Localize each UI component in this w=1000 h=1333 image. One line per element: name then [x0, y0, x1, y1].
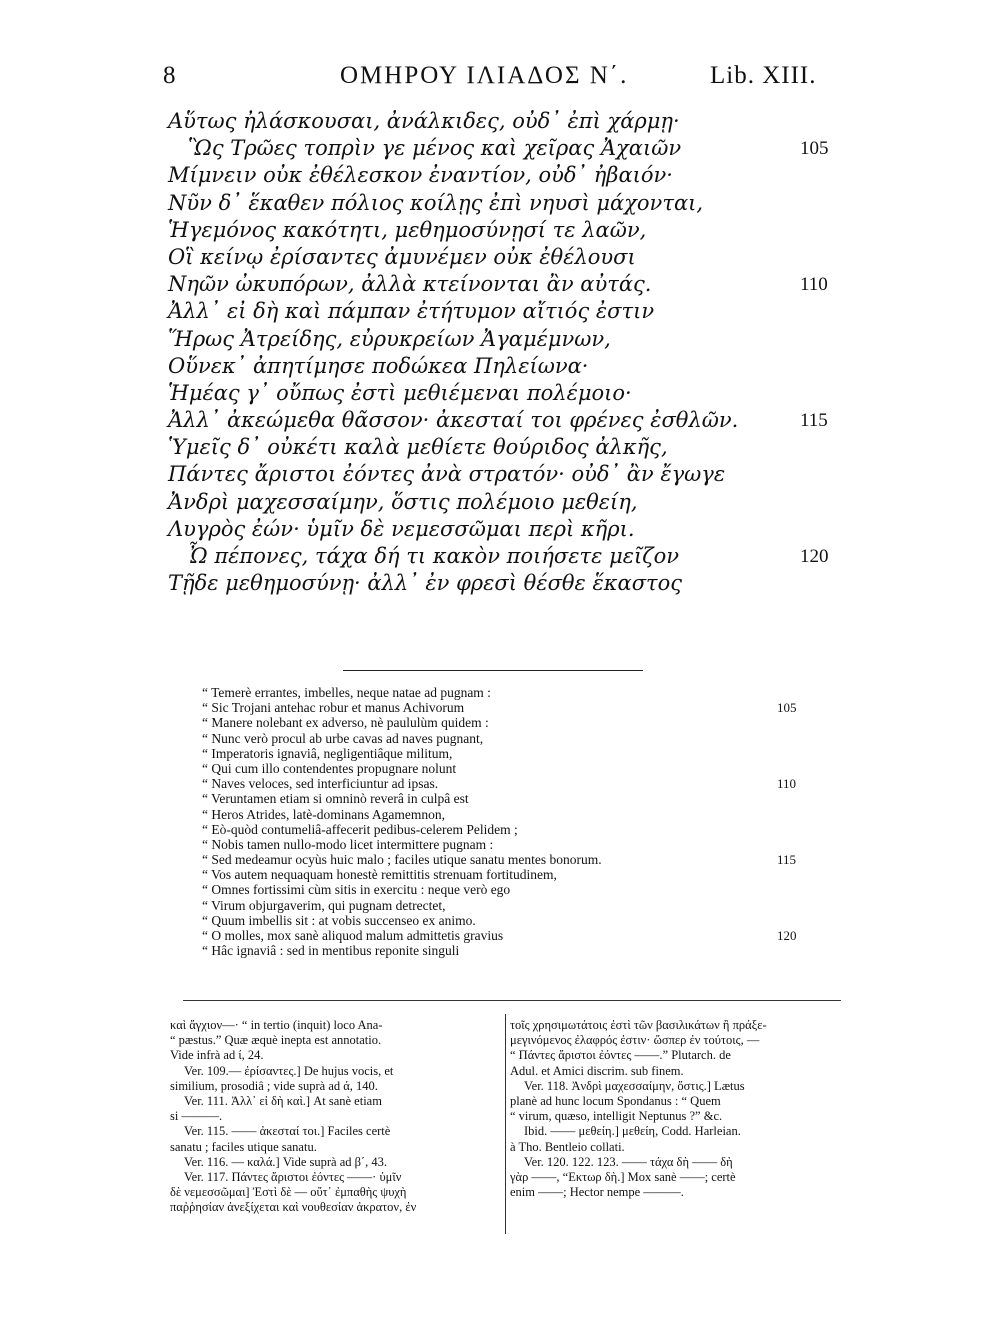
greek-verse-line-text: Ὑμεῖς δ᾽ οὐκέτι καλὰ μεθίετε θούριδος ἀλκῆς,	[168, 435, 668, 460]
latin-verse-line	[202, 776, 802, 791]
latin-verse-line-text: “ Heros Atrides, latè-dominans Agamemnon,	[202, 806, 445, 822]
greek-verse-line	[168, 380, 840, 407]
greek-verse-line-text: Ὦ πέπονες, τάχα δή τι κακὸν ποιήσετε μεῖζον	[188, 544, 680, 568]
note-left-line	[170, 1064, 500, 1079]
note-left-line-text: Ver. 117. Πάντες ἄριστοι ἐόντες ——· ὑμῖν	[184, 1169, 402, 1184]
latin-verse-line	[202, 715, 802, 730]
latin-verse-line-text: “ Veruntamen etiam si omninò reverâ in culpâ est	[202, 791, 469, 807]
greek-verse-line	[168, 543, 840, 570]
note-left-line-text: sanatu ; faciles utique sanatu.	[170, 1139, 317, 1154]
note-right-line-text: Ibid. —— μεθείη.] μεθείη, Codd. Harleian.	[524, 1124, 741, 1139]
latin-verse-line	[202, 685, 802, 700]
greek-verse-line-text: Αὕτως ἠλάσκουσαι, ἀνάλκιδες, οὐδ᾽ ἐπὶ χάρμῃ·	[168, 109, 680, 133]
latin-verse-line-text: “ Nobis tamen nullo-modo licet intermittere pugnam :	[202, 836, 494, 852]
note-right-line	[510, 1170, 840, 1185]
note-right-line	[510, 1033, 840, 1048]
greek-verse-line-text: Μίμνειν οὐκ ἐθέλεσκον ἐναντίον, οὐδ᾽ ἠβαιόν·	[168, 163, 673, 188]
latin-verse-line	[202, 731, 802, 746]
latin-translation-block	[202, 685, 802, 958]
greek-verse-line	[168, 516, 840, 543]
book-label: Lib. XIII.	[710, 62, 817, 89]
line-number: 105	[777, 700, 797, 716]
notes-column-divider	[505, 1014, 506, 1234]
note-left-line-text: δὲ νεμεσσῶμαι] Ἐστὶ δὲ — οὔτ᾽ ἐμπαθὴς ψυχὴ	[170, 1185, 407, 1200]
latin-verse-line-text: “ Eò-quòd contumeliâ-affecerit pedibus-celerem Pelidem ;	[202, 821, 518, 837]
greek-verse-line	[168, 135, 840, 162]
note-right-line-text: à Tho. Bentleio collati.	[510, 1139, 625, 1154]
note-right-line	[510, 1185, 840, 1200]
latin-verse-line	[202, 761, 802, 776]
latin-verse-line	[202, 928, 802, 943]
note-left-line	[170, 1185, 500, 1200]
note-right-line	[510, 1048, 840, 1063]
greek-verse-line-text: Οὕνεκ᾽ ἀπητίμησε ποδώκεα Πηλείωνα·	[168, 353, 589, 378]
note-left-line	[170, 1124, 500, 1139]
greek-verse-line	[168, 190, 840, 217]
note-right-line-text: Ver. 118. Ἀνδρὶ μαχεσσαίμην, ὅστις.] Lætus	[524, 1078, 745, 1093]
note-right-line-text: enim ——; Hector nempe ———.	[510, 1185, 684, 1200]
note-left-line	[170, 1140, 500, 1155]
note-left-line-text: Ver. 109.— ἐρίσαντες.] De hujus vocis, et	[184, 1063, 394, 1078]
line-number: 110	[800, 274, 828, 296]
note-left-line	[170, 1033, 500, 1048]
greek-verse-line-text: Ἡμέας γ᾽ οὔπως ἐστὶ μεθιέμεναι πολέμοιο·	[168, 380, 632, 405]
note-right-line	[510, 1155, 840, 1170]
note-left-line	[170, 1155, 500, 1170]
greek-verse-line	[168, 162, 840, 189]
greek-verse-line-text: Λυγρὸς ἐών· ὑμῖν δὲ νεμεσσῶμαι περὶ κῆρι.	[168, 516, 635, 541]
line-number: 115	[777, 852, 797, 868]
latin-verse-line-text: “ Vos autem nequaquam honestè remittitis strenuam fortitudinem,	[202, 867, 557, 883]
latin-verse-line	[202, 746, 802, 761]
note-left-line	[170, 1018, 500, 1033]
latin-verse-line-text: “ Hâc ignaviâ : sed in mentibus reponite singuli	[202, 943, 460, 959]
latin-verse-line	[202, 807, 802, 822]
latin-verse-line-text: “ Sed medeamur ocyùs huic malo ; faciles utique sanatu mentes bonorum.	[202, 852, 602, 868]
notes-left-column	[170, 1018, 500, 1215]
note-right-line-text: μεγινόμενος ἐλαφρός ἐστιν· ὥσπερ ἐν τούτοις, —	[510, 1033, 760, 1048]
notes-divider	[183, 1000, 841, 1001]
note-left-line-text: Vide infrà ad ί, 24.	[170, 1048, 264, 1063]
greek-verse-line-text: Ἥρως Ἀτρείδης, εὐρυκρείων Ἀγαμέμνων,	[168, 326, 611, 351]
greek-verse-line-text: Νῦν δ᾽ ἕκαθεν πόλιος κοίλῃς ἐπὶ νηυσὶ μάχονται,	[168, 190, 704, 215]
latin-verse-line	[202, 882, 802, 897]
latin-verse-line	[202, 867, 802, 882]
greek-verse-line-text: Ἀλλ᾽ ἀκεώμεθα θᾶσσον· ἀκεσταί τοι φρένες ἐσθλῶν.	[168, 408, 739, 433]
note-left-line-text: similium, prosodiâ ; vide suprà ad ά, 140.	[170, 1078, 378, 1093]
note-left-line	[170, 1079, 500, 1094]
latin-verse-line-text: “ Omnes fortissimi cùm sitis in exercitu : neque verò ego	[202, 882, 511, 898]
greek-verse-block	[168, 108, 840, 597]
note-right-line	[510, 1124, 840, 1139]
note-right-line-text: “ virum, quæso, intelligit Neptunus ?” &c.	[510, 1109, 723, 1124]
greek-verse-line	[168, 461, 840, 488]
latin-verse-line	[202, 898, 802, 913]
latin-verse-line	[202, 913, 802, 928]
greek-verse-line-text: Ἀλλ᾽ εἰ δὴ καὶ πάμπαν ἐτήτυμον αἴτιός ἐστιν	[168, 299, 655, 324]
note-left-line-text: Ver. 111. Ἀλλ᾽ εἰ δὴ καὶ.] At sanè etiam	[184, 1093, 382, 1108]
latin-verse-line-text: “ Quum imbellis sit : at vobis succenseo ex animo.	[202, 912, 476, 928]
note-left-line	[170, 1170, 500, 1185]
line-number: 110	[777, 776, 797, 792]
note-right-line	[510, 1018, 840, 1033]
latin-verse-line-text: “ Manere nolebant ex adverso, nè paululùm quidem :	[202, 715, 489, 731]
note-right-line-text: Adul. et Amici discrim. sub finem.	[510, 1063, 684, 1078]
greek-verse-line	[168, 271, 840, 298]
note-right-line	[510, 1064, 840, 1079]
note-right-line-text: γὰρ ——, “Εκτωρ δὴ.] Mox sanè ——; certè	[510, 1169, 736, 1184]
note-left-line-text: Ver. 115. —— ἀκεσταί τοι.] Faciles certè	[184, 1124, 391, 1139]
greek-verse-line	[168, 489, 840, 516]
latin-verse-line	[202, 837, 802, 852]
greek-verse-line	[168, 326, 840, 353]
greek-verse-line	[168, 244, 840, 271]
latin-verse-line-text: “ Temerè errantes, imbelles, neque natae ad pugnam :	[202, 685, 491, 700]
latin-verse-line	[202, 852, 802, 867]
latin-verse-line	[202, 791, 802, 806]
note-right-line-text: “ Πάντες ἄριστοι ἐόντες ——.” Plutarch. de	[510, 1048, 731, 1063]
section-divider	[343, 670, 643, 671]
note-right-line	[510, 1094, 840, 1109]
note-left-line	[170, 1048, 500, 1063]
note-left-line-text: καὶ ἄγχιον—· “ in tertio (inquit) loco Ana-	[170, 1018, 383, 1032]
greek-verse-line	[168, 217, 840, 244]
note-right-line-text: Ver. 120. 122. 123. —— τάχα δὴ —— δὴ	[524, 1154, 733, 1169]
greek-verse-line	[168, 570, 840, 597]
note-right-line-text: τοῖς χρησιμωτάτοις ἐστὶ τῶν βασιλικάτων ἢ πράξε-	[510, 1018, 767, 1032]
greek-verse-line-text: Πάντες ἄριστοι ἐόντες ἀνὰ στρατόν· οὐδ᾽ ἂν ἔγωγε	[168, 462, 726, 487]
latin-verse-line	[202, 822, 802, 837]
note-right-line	[510, 1109, 840, 1124]
running-title: ΟΜΗΡΟΥ ΙΛΙΑΔΟΣ Ν΄.	[340, 62, 629, 89]
latin-verse-line-text: “ Imperatoris ignaviâ, negligentiâque militum,	[202, 745, 453, 761]
note-left-line	[170, 1109, 500, 1124]
latin-verse-line-text: “ Virum objurgaverim, qui pugnam detrectet,	[202, 897, 446, 913]
note-right-line-text: planè ad hunc locum Spondanus : “ Quem	[510, 1093, 721, 1108]
greek-verse-line	[168, 407, 840, 434]
greek-verse-line	[168, 434, 840, 461]
notes-right-column	[510, 1018, 840, 1200]
greek-verse-line	[168, 298, 840, 325]
latin-verse-line-text: “ Naves veloces, sed interficiuntur ad ipsas.	[202, 776, 439, 792]
latin-verse-line	[202, 943, 802, 958]
greek-verse-line-text: Ἡγεμόνος κακότητι, μεθημοσύνῃσί τε λαῶν,	[168, 217, 647, 242]
latin-verse-line	[202, 700, 802, 715]
greek-verse-line-text: Ὣς Τρῶες τοπρὶν γε μένος καὶ χεῖρας Ἀχαιῶν	[188, 136, 682, 161]
line-number: 120	[777, 928, 797, 943]
note-left-line-text: si ———.	[170, 1109, 223, 1124]
note-left-line	[170, 1094, 500, 1109]
note-right-line	[510, 1079, 840, 1094]
note-right-line	[510, 1140, 840, 1155]
note-left-line-text: παῤῥησίαν ἀνεξίχεται καὶ νουθεσίαν ἀκρατον, ἐν	[170, 1200, 417, 1215]
latin-verse-line-text: “ Nunc verò procul ab urbe cavas ad naves pugnant,	[202, 730, 484, 746]
greek-verse-line-text: Οἳ κείνῳ ἐρίσαντες ἀμυνέμεν οὐκ ἐθέλουσι	[168, 244, 636, 269]
note-left-line-text: “ pæstus.” Quæ æquè inepta est annotatio.	[170, 1033, 382, 1048]
latin-verse-line-text: “ Sic Trojani antehac robur et manus Achivorum	[202, 700, 465, 716]
note-left-line-text: Ver. 116. — καλά.] Vide suprà ad β΄, 43.	[184, 1154, 388, 1169]
greek-verse-line	[168, 353, 840, 380]
greek-verse-line	[168, 108, 840, 135]
latin-verse-line-text: “ O molles, mox sanè aliquod malum admittetis gravius	[202, 928, 504, 943]
greek-verse-line-text: Ἀνδρὶ μαχεσσαίμην, ὅστις πολέμοιο μεθείη,	[168, 489, 638, 514]
note-left-line	[170, 1200, 500, 1215]
page-number: 8	[163, 62, 177, 89]
greek-verse-line-text: Νηῶν ὠκυπόρων, ἀλλὰ κτείνονται ἂν αὐτάς.	[168, 272, 652, 297]
line-number: 120	[800, 546, 829, 567]
latin-verse-line-text: “ Qui cum illo contendentes propugnare nolunt	[202, 760, 457, 776]
line-number: 105	[800, 138, 829, 160]
line-number: 115	[800, 410, 828, 432]
greek-verse-line-text: Τῇδε μεθημοσύνῃ· ἀλλ᾽ ἐν φρεσὶ θέσθε ἕκαστος	[168, 571, 683, 596]
